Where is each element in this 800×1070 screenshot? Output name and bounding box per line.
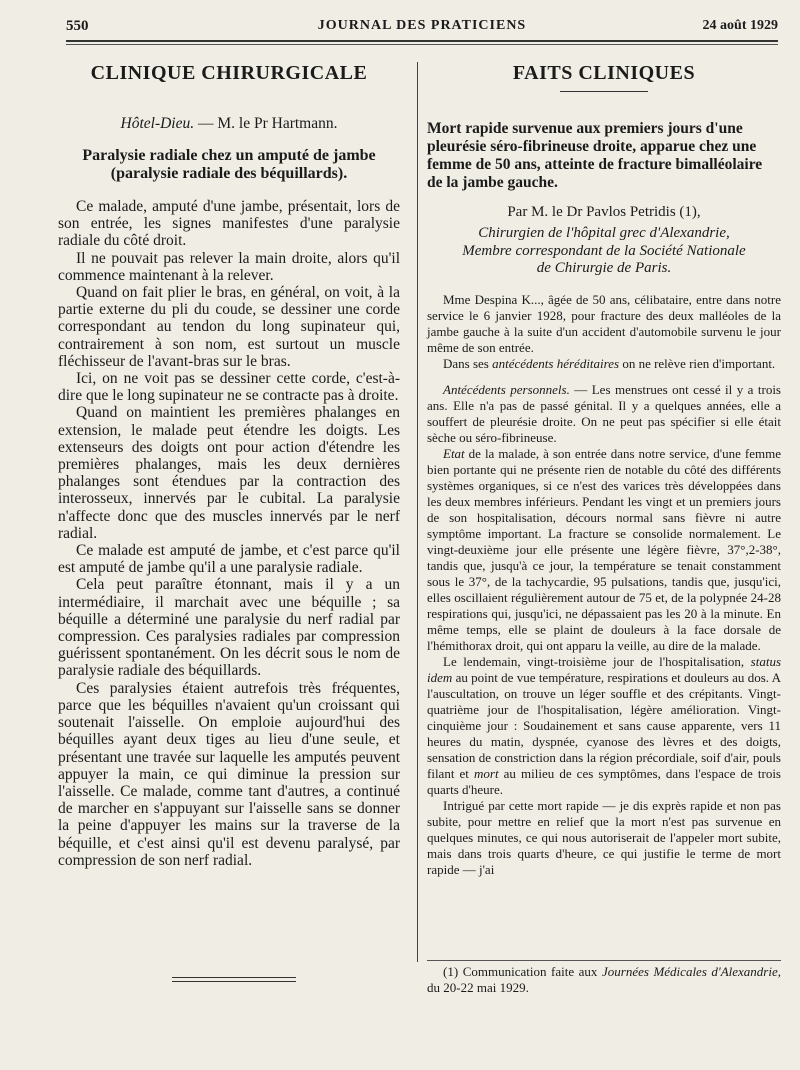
text-run: au milieu de ces symptômes, dans l'espace de trois quarts d'heure. — [427, 765, 781, 797]
emphasis: Antécédents personnels. — [443, 381, 570, 397]
text-run: de la malade, à son entrée dans notre service, d'une femme bien portante qui ne présente rien de notable du côté des différents systèmes organiques, si ce n'est des varices très développées dans les deux membres inférieurs. Pendant les vingt et un premiers jours de son hospitalisation, décours normal sans fièvre ni autre symptôme important. La fracture se consolide normalement. Le vingt-deuxième jour elle présente une légère fièvre, 37°,2-38°, tandis que, jusqu'à ce jour, la température se tenait constamment sous le 37°, de la tachycardie, 95 pulsations, tandis que, jusqu'ici, elles oscillaient régulièrement autour de 75 et, de la polypnée 24-28 respirations qui, jusqu'ici, ne dépassaient pas les 20 à la minute. En même temps, elle se plaint de douleurs à la face dorsale de l'hémithorax droit, qui ont apparu la veille, au dire de la malade. — [427, 445, 781, 653]
footnote-rule — [427, 960, 781, 961]
paragraph — [427, 654, 781, 798]
header-rule — [66, 40, 778, 42]
article-location — [58, 115, 400, 133]
issue-date: 24 août 1929 — [702, 18, 778, 33]
emphasis: status idem — [427, 653, 781, 685]
paragraph: Cela peut paraître étonnant, mais il y a un intermédiaire, il marchait avec une béquille ; sa béquille a déterminé une paralysie du nerf radial par compression. Ces paralysies radiales par compression guérissent spontanément. On les décrit sous le nom de paralysie radiale des béquillards. — [58, 576, 400, 680]
paragraph: Il ne pouvait pas relever la main droite, alors qu'il commence maintenant à la relever. — [58, 249, 400, 284]
text-run: (1) Communication faite aux — [443, 964, 602, 979]
article-title-left — [58, 147, 400, 183]
text-run: Le lendemain, vingt-troisième jour de l'hospitalisation, — [443, 653, 751, 669]
paragraph: Intrigué par cette mort rapide — je dis exprès rapide et non pas subite, pour mettre en relief que la mort n'est pas survenue en quelques minutes, ce qui nous autoriserait de l'appeler mort subite, mais dans trois quarts d'heure, ce qui justifie le terme de mort rapide — j'ai — [427, 797, 781, 877]
left-column — [58, 60, 400, 869]
journal-title: JOURNAL DES PRATICIENS — [317, 18, 527, 33]
paragraph: Quand on fait plier le bras, en général, on voit, à la partie externe du pli du coude, se dessiner une corde correspondant au tendon du long supinateur qui, contrairement à son nom, est surtout un muscle fléchisseur de l'avant-bras sur le bras. — [58, 284, 400, 370]
text-run: au point de vue température, respirations et douleurs au dos. A l'auscultation, on trouve un léger souffle et des crépitants. Vingt-quatrième jour de l'hospitalisation, légère amélioration. Vingt-cinquième jour : Soudainement et sans cause apparente, vers 11 heures du matin, dyspnée, cyanose des lèvres et des doigts, sensation de constriction dans la région précordiale, soif d'air, pouls filant et — [427, 669, 781, 781]
emphasis: mort — [474, 765, 499, 781]
header-rule-thin — [66, 44, 778, 45]
footnote — [427, 964, 781, 996]
author-affiliation-3: de Chirurgie de Paris. — [536, 260, 672, 276]
paragraph: Ici, on ne voit pas se dessiner cette corde, c'est-à-dire que le long supinateur ne se contracte pas à droite. — [58, 370, 400, 405]
article-end-rule-thin — [172, 981, 296, 982]
paragraph: Ces paralysies étaient autrefois très fréquentes, parce que les béquilles n'avaient qu'un croissant qui soutenait l'aisselle. On emploie aujourd'hui des béquilles ayant deux tiges au lieu d'une seule, et présentant une travée sur laquelle les amputés peuvent appuyer la main, ce qui diminue la pression sur l'aisselle. Ce malade, comme tant d'autres, a continué de marcher en s'appuyant sur l'aisselle sans se donner la peine d'appuyer les mains sur la traverse de la béquille, et c'est ainsi qu'il est devenu paralysé, par compression de son nerf radial. — [58, 679, 400, 869]
right-column — [427, 60, 781, 878]
hospital-name: Hôtel-Dieu. — [120, 115, 195, 132]
article-title-line-2: (paralysie radiale des béquillards). — [110, 165, 348, 182]
paragraph — [427, 356, 781, 372]
emphasis: antécédents héréditaires — [492, 355, 620, 371]
column-divider — [417, 62, 418, 962]
article-author: Par M. le Dr Pavlos Petridis (1), — [507, 204, 701, 220]
surgeon-name: — M. le Pr Hartmann. — [194, 115, 338, 132]
article-end-rule — [172, 977, 296, 978]
text-run: — Les menstrues ont cessé il y a trois ans. Elle n'a pas de passé génital. Il y a quelques années, elle a souffert de pleurésie droite. On ne peut pas spécifier si elle était sèche ou séro-fibrineuse. — [427, 381, 781, 445]
emphasis: Journées Médicales d'Alexandrie, — [601, 964, 781, 979]
paragraph: Quand on maintient les premières phalanges en extension, le malade peut étendre les doigts. Les extenseurs des doigts ont pour action d'étendre les premières phalanges, mais les deux dernières phalanges sont étendues par la contraction des interosseux, innervés par le cubital. La paralysie n'affecte donc que des muscles innervés par le nerf radial. — [58, 404, 400, 542]
article-title-right: Mort rapide survenue aux premiers jours d'une pleurésie séro-fibrineuse droite, apparue chez une femme de 50 ans, atteinte de fracture bimalléolaire de la jambe gauche. — [427, 120, 763, 191]
section-title-rule — [560, 91, 648, 92]
section-title-right: FAITS CLINIQUES — [512, 62, 696, 84]
page-number: 550 — [66, 18, 89, 34]
emphasis: Etat — [443, 445, 465, 461]
author-affiliation-2: Membre correspondant de la Société Nationale — [462, 242, 746, 259]
text-run: on ne relève rien d'important. — [619, 355, 776, 371]
text-run: Dans ses — [443, 355, 493, 371]
paragraph: Ce malade est amputé de jambe, et c'est parce qu'il est amputé de jambe qu'il a une paralysie radiale. — [58, 542, 400, 577]
article-title-line-1: Paralysie radiale chez un amputé de jambe — [82, 147, 376, 164]
section-title-left: CLINIQUE CHIRURGICALE — [90, 62, 368, 84]
article-body-left — [58, 198, 400, 869]
paragraph: Mme Despina K..., âgée de 50 ans, célibataire, entre dans notre service le 6 janvier 1928, pour fracture des deux malléoles de la jambe gauche à la suite d'un accident d'automobile survenu le jour même de son entrée. — [427, 291, 781, 355]
text-run: du 20-22 mai 1929. — [427, 980, 529, 995]
author-affiliation-1: Chirurgien de l'hôpital grec d'Alexandrie, — [478, 225, 730, 241]
page-header — [66, 18, 778, 42]
paragraph: Ce malade, amputé d'une jambe, présentait, lors de son entrée, les signes manifestes d'une paralysie radiale du côté droit. — [58, 198, 400, 250]
article-body-right — [427, 292, 781, 878]
paragraph — [427, 382, 781, 446]
paragraph — [427, 446, 781, 654]
